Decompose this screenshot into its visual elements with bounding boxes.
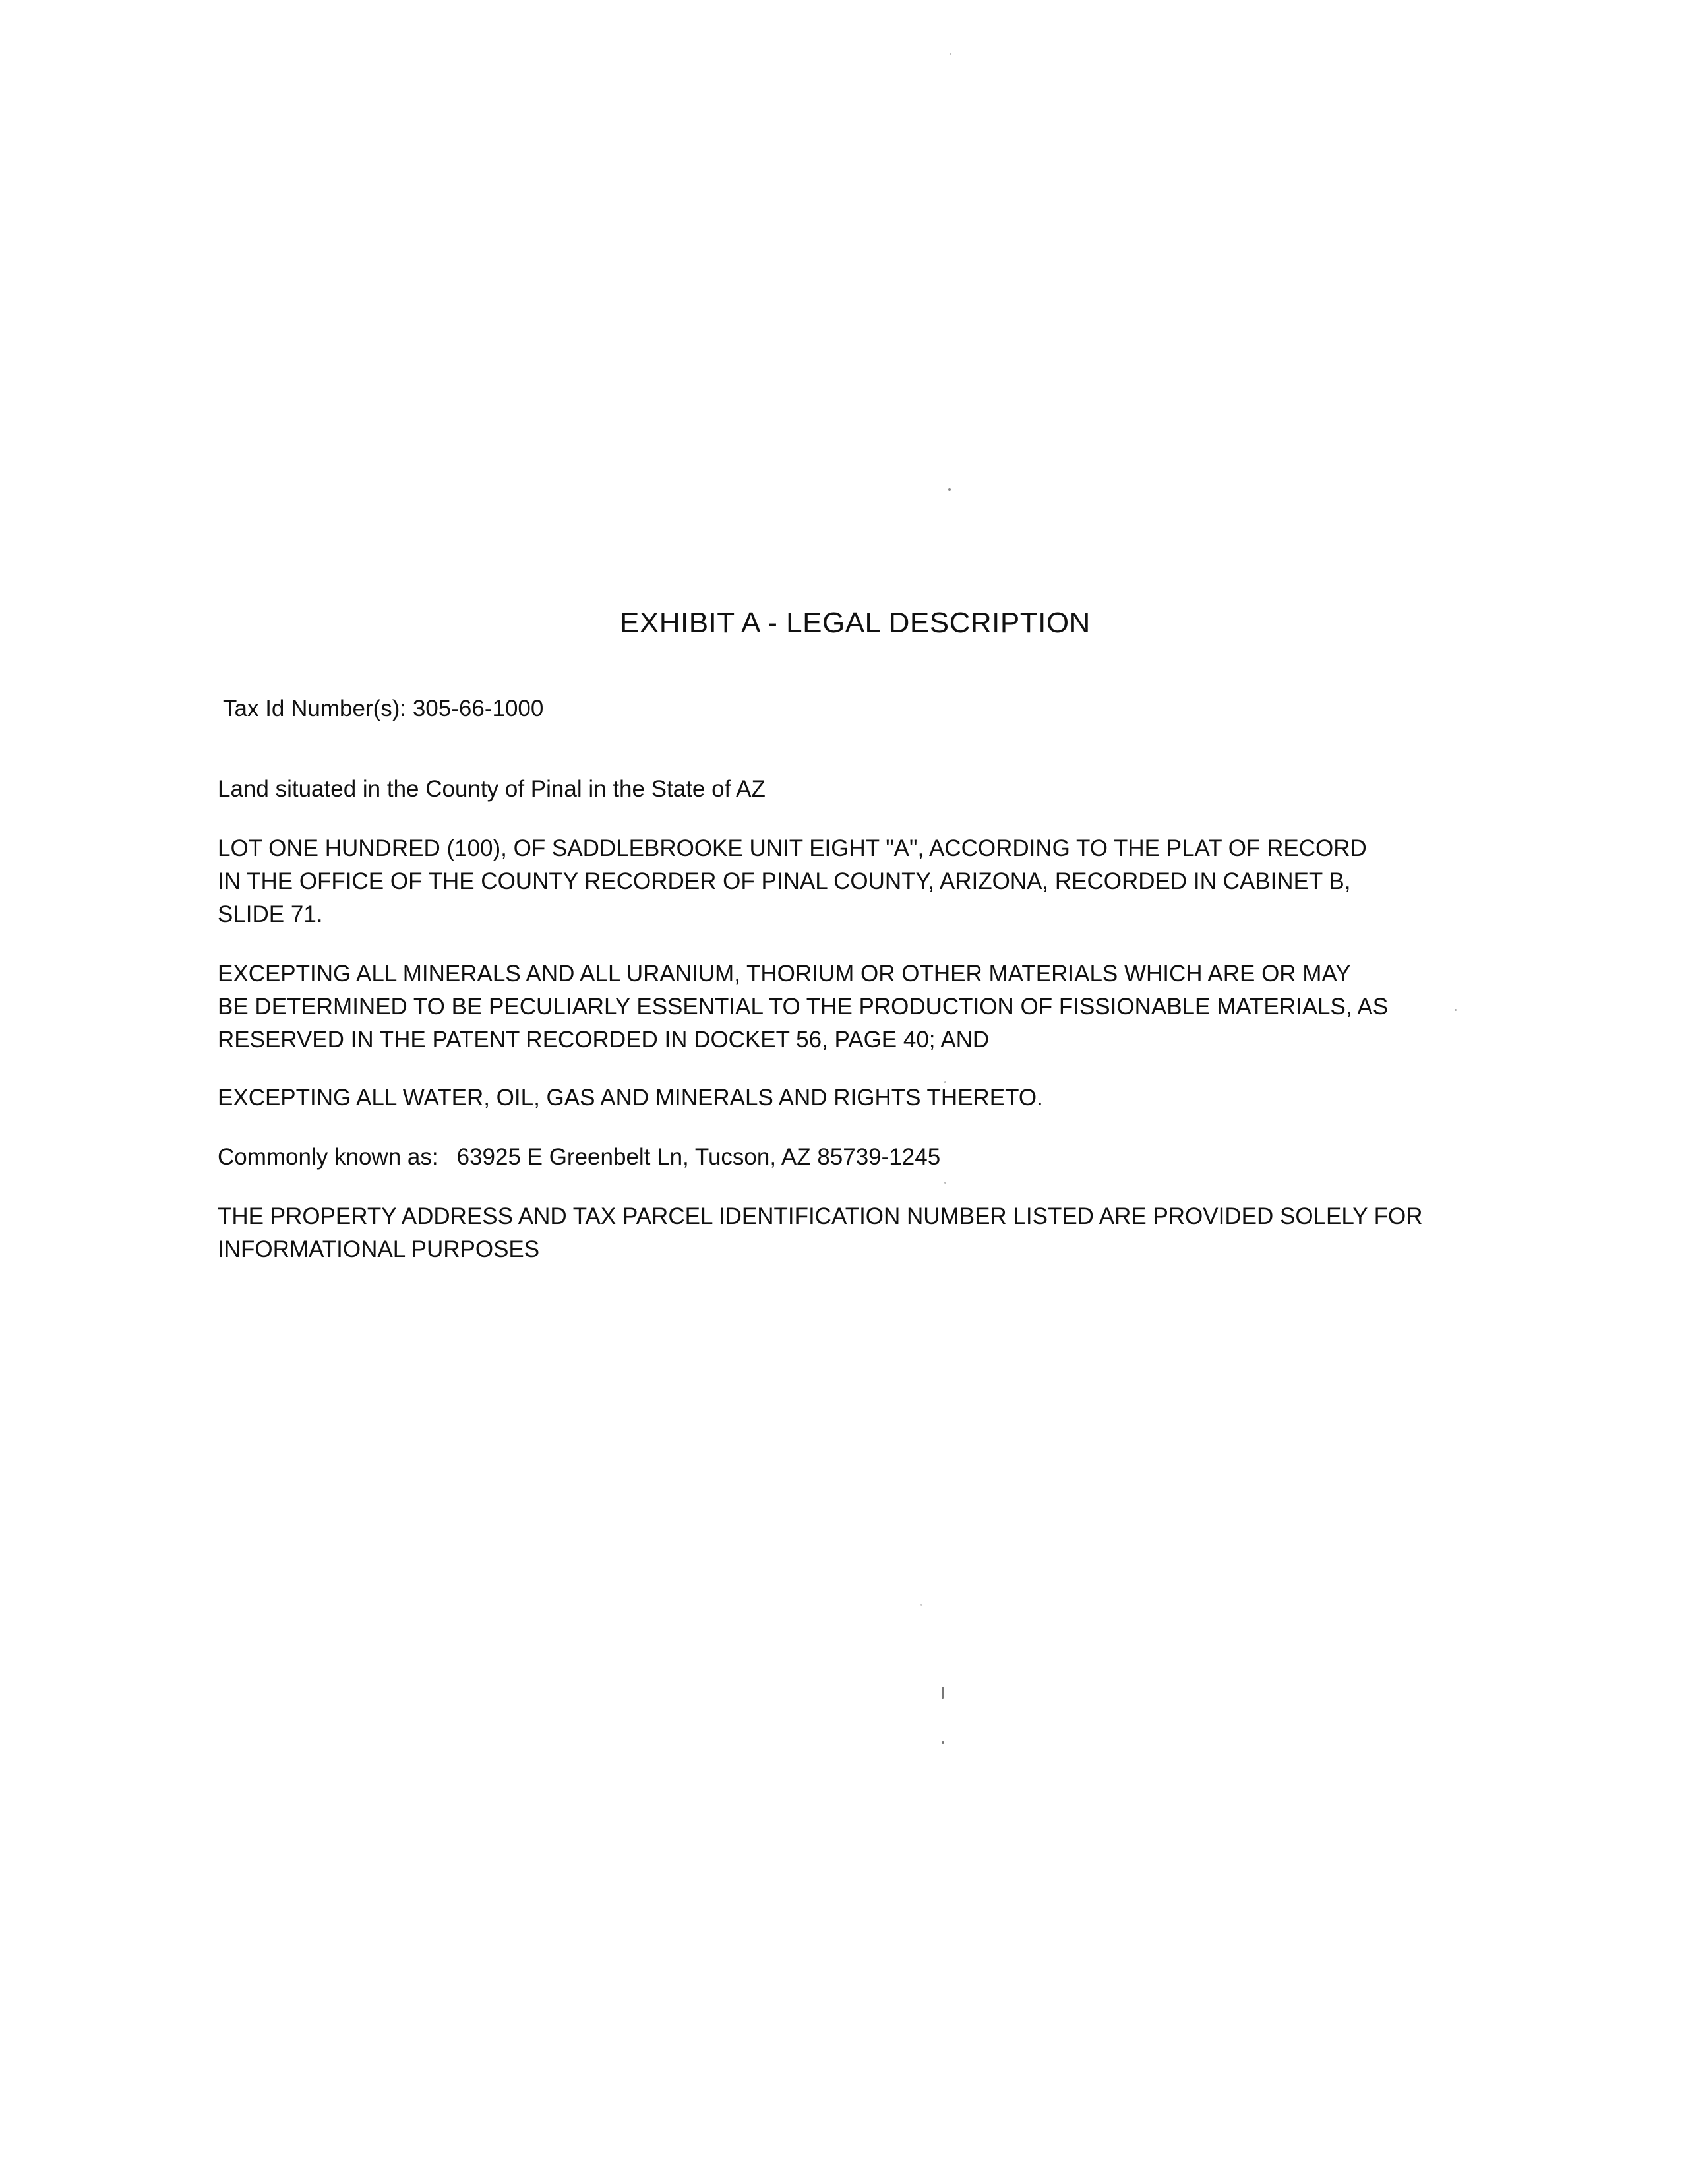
mineral-exception-line: RESERVED IN THE PATENT RECORDED IN DOCKET 56, PAGE 40; AND bbox=[218, 1027, 990, 1052]
scan-speck bbox=[948, 488, 951, 491]
commonly-known-as bbox=[218, 1141, 940, 1174]
disclaimer-line: INFORMATIONAL PURPOSES bbox=[218, 1236, 540, 1262]
lot-description-line: SLIDE 71. bbox=[218, 901, 323, 927]
scan-speck bbox=[942, 1741, 944, 1744]
land-situated-statement: Land situated in the County of Pinal in the State of AZ bbox=[218, 776, 766, 802]
lot-description-line: IN THE OFFICE OF THE COUNTY RECORDER OF PINAL COUNTY, ARIZONA, RECORDED IN CABINET B, bbox=[218, 868, 1351, 894]
scan-speck bbox=[944, 1182, 946, 1184]
mineral-exception-line: EXCEPTING ALL MINERALS AND ALL URANIUM, THORIUM OR OTHER MATERIALS WHICH ARE OR MAY bbox=[218, 961, 1351, 986]
mineral-exception-paragraph bbox=[218, 957, 1388, 1056]
scan-speck bbox=[920, 1604, 922, 1606]
scan-speck bbox=[950, 53, 951, 55]
document-title: EXHIBIT A - LEGAL DESCRIPTION bbox=[620, 607, 1091, 639]
scan-speck bbox=[942, 1687, 944, 1699]
tax-id-number: Tax Id Number(s): 305-66-1000 bbox=[223, 696, 544, 721]
disclaimer-line: THE PROPERTY ADDRESS AND TAX PARCEL IDENTIFICATION NUMBER LISTED ARE PROVIDED SOLELY FOR bbox=[218, 1203, 1423, 1229]
disclaimer-paragraph bbox=[218, 1200, 1423, 1266]
property-address: 63925 E Greenbelt Ln, Tucson, AZ 85739-1245 bbox=[456, 1144, 941, 1170]
scan-speck bbox=[944, 1081, 946, 1083]
lot-description-paragraph bbox=[218, 832, 1367, 931]
lot-description-line: LOT ONE HUNDRED (100), OF SADDLEBROOKE UNIT EIGHT "A", ACCORDING TO THE PLAT OF RECORD bbox=[218, 835, 1367, 861]
mineral-exception-line: BE DETERMINED TO BE PECULIARLY ESSENTIAL TO THE PRODUCTION OF FISSIONABLE MATERIALS, AS bbox=[218, 994, 1389, 1019]
commonly-known-label: Commonly known as: bbox=[218, 1144, 438, 1170]
scan-speck bbox=[1455, 1009, 1457, 1011]
water-exception-paragraph: EXCEPTING ALL WATER, OIL, GAS AND MINERALS AND RIGHTS THERETO. bbox=[218, 1085, 1043, 1110]
